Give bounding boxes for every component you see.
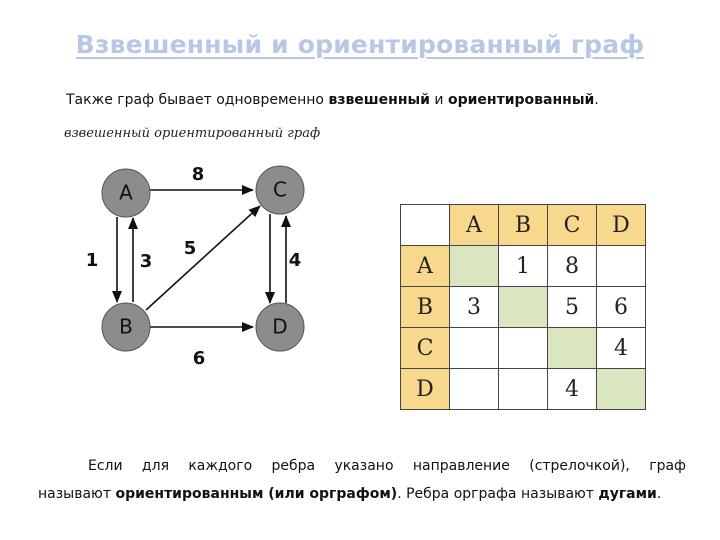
footer-text <box>38 452 686 508</box>
edge-b-c <box>146 206 260 310</box>
matrix-cell <box>450 369 499 410</box>
graph-caption: взвешенный ориентированный граф <box>64 126 321 141</box>
node-label-a: A <box>119 180 133 205</box>
matrix-cell <box>499 287 548 328</box>
intro-bold-directed: ориентированный <box>447 92 595 108</box>
matrix-cell <box>450 328 499 369</box>
matrix-col-header: D <box>597 205 646 246</box>
edge-weight-a-c: 8 <box>191 164 205 185</box>
matrix-header-row <box>401 205 646 246</box>
footer-suffix: . <box>656 486 662 502</box>
edge-weight-d-c: 4 <box>288 250 302 271</box>
footer-prefix: называют <box>38 486 116 502</box>
matrix-cell <box>499 369 548 410</box>
edge-weight-b-c: 5 <box>183 238 197 259</box>
matrix-row-header: C <box>401 328 450 369</box>
matrix-row-header: A <box>401 246 450 287</box>
node-label-d: D <box>272 314 288 339</box>
intro-suffix: . <box>594 92 599 108</box>
matrix-cell: 3 <box>450 287 499 328</box>
node-c <box>256 166 304 214</box>
node-label-c: C <box>273 177 287 202</box>
matrix-cell: 8 <box>548 246 597 287</box>
matrix-row-header: B <box>401 287 450 328</box>
matrix-cell: 1 <box>499 246 548 287</box>
matrix-col-header: C <box>548 205 597 246</box>
matrix-row <box>401 369 646 410</box>
matrix-cell: 6 <box>597 287 646 328</box>
matrix-col-header: B <box>499 205 548 246</box>
matrix-cell <box>548 328 597 369</box>
intro-bold-weighted: взвешенный <box>328 92 430 108</box>
matrix-row-header: D <box>401 369 450 410</box>
matrix-row <box>401 328 646 369</box>
matrix-cell <box>597 369 646 410</box>
matrix-cell <box>450 246 499 287</box>
matrix-cell <box>499 328 548 369</box>
matrix-cell: 4 <box>548 369 597 410</box>
matrix-cell: 5 <box>548 287 597 328</box>
edge-weight-a-b: 1 <box>85 250 99 271</box>
adjacency-matrix <box>400 204 646 410</box>
node-d <box>256 303 304 351</box>
node-b <box>102 303 150 351</box>
matrix-cell: 4 <box>597 328 646 369</box>
node-label-b: B <box>119 314 133 339</box>
node-a <box>102 169 150 217</box>
matrix-corner-cell <box>401 205 450 246</box>
intro-mid: и <box>429 92 448 108</box>
footer-mid: . Ребра орграфа называют <box>397 486 599 502</box>
matrix-col-header: A <box>450 205 499 246</box>
edge-weight-b-d: 6 <box>192 348 206 369</box>
edge-weight-b-a: 3 <box>139 251 153 272</box>
matrix-row <box>401 287 646 328</box>
matrix-row <box>401 246 646 287</box>
footer-bold-arcs: дугами <box>598 486 657 502</box>
footer-bold-oriented: ориентированным (или орграфом) <box>115 486 398 502</box>
matrix-cell <box>597 246 646 287</box>
footer-line1: Если для каждого ребра указано направление (стрелочкой), граф <box>88 458 686 474</box>
slide-title: Взвешенный и ориентированный граф <box>75 30 645 59</box>
intro-prefix: Также граф бывает одновременно <box>66 92 329 108</box>
